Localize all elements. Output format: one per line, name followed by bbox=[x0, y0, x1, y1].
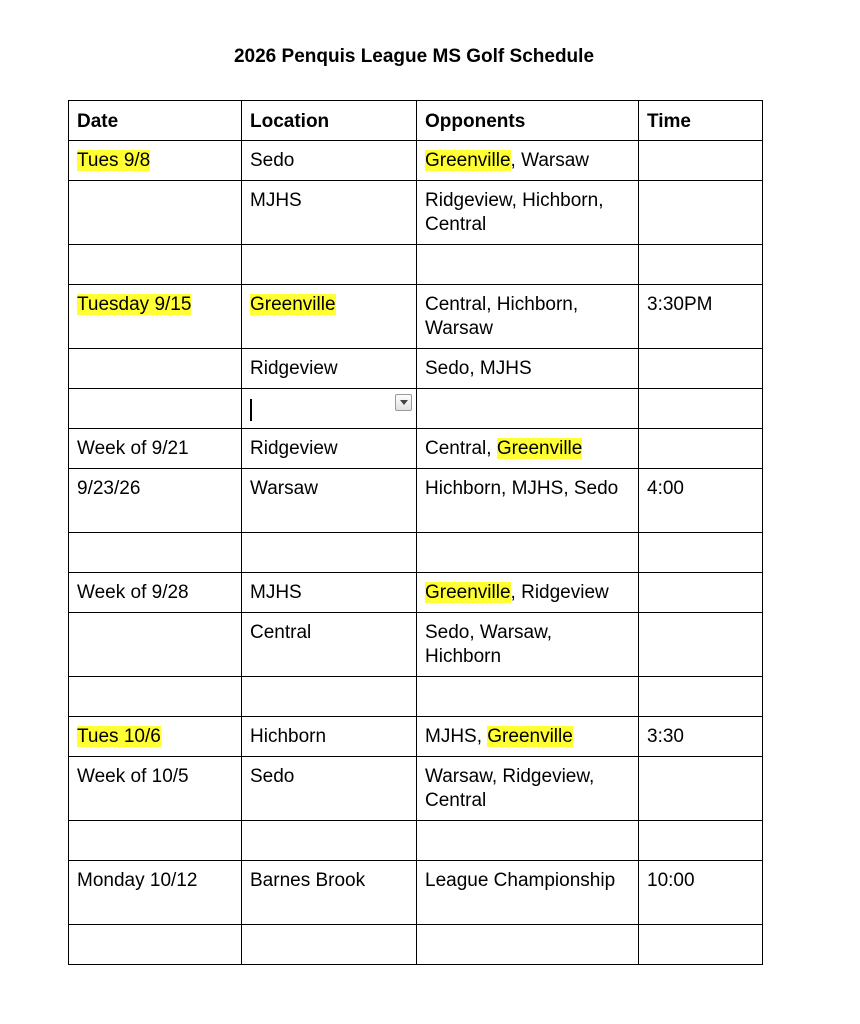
date-cell[interactable]: Monday 10/12 bbox=[69, 861, 242, 925]
table-row bbox=[69, 349, 763, 389]
location-cell[interactable] bbox=[242, 285, 417, 349]
date-cell[interactable] bbox=[69, 821, 242, 861]
time-cell[interactable] bbox=[639, 429, 763, 469]
location-cell[interactable]: Ridgeview bbox=[242, 429, 417, 469]
opponents-cell[interactable]: Central, Hichborn, Warsaw bbox=[417, 285, 639, 349]
text-cursor bbox=[250, 399, 252, 421]
header-time[interactable]: Time bbox=[639, 101, 763, 141]
opponents-cell[interactable] bbox=[417, 821, 639, 861]
opponents-cell[interactable] bbox=[417, 533, 639, 573]
table-row bbox=[69, 925, 763, 965]
time-cell[interactable]: 10:00 bbox=[639, 861, 763, 925]
date-cell[interactable] bbox=[69, 717, 242, 757]
time-cell[interactable] bbox=[639, 821, 763, 861]
date-cell[interactable]: Week of 9/21 bbox=[69, 429, 242, 469]
time-cell[interactable]: 4:00 bbox=[639, 469, 763, 533]
table-row bbox=[69, 757, 763, 821]
location-cell[interactable]: Central bbox=[242, 613, 417, 677]
opponent-highlight: Greenville bbox=[425, 582, 511, 603]
opponent-highlight: Greenville bbox=[487, 726, 573, 747]
opponent-text: Central, bbox=[425, 438, 497, 459]
opponent-text: , Ridgeview bbox=[510, 582, 609, 603]
opponents-cell[interactable] bbox=[417, 677, 639, 717]
opponent-highlight: Greenville bbox=[425, 150, 511, 171]
table-row bbox=[69, 533, 763, 573]
location-cell[interactable]: Hichborn bbox=[242, 717, 417, 757]
date-cell[interactable] bbox=[69, 181, 242, 245]
opponents-cell[interactable] bbox=[417, 141, 639, 181]
time-cell[interactable] bbox=[639, 245, 763, 285]
opponents-cell[interactable]: Sedo, MJHS bbox=[417, 349, 639, 389]
date-cell[interactable] bbox=[69, 389, 242, 429]
opponents-cell[interactable] bbox=[417, 717, 639, 757]
location-cell[interactable]: Barnes Brook bbox=[242, 861, 417, 925]
date-text: Tues 10/6 bbox=[77, 726, 161, 747]
time-cell[interactable] bbox=[639, 141, 763, 181]
location-cell[interactable]: Ridgeview bbox=[242, 349, 417, 389]
location-cell[interactable]: MJHS bbox=[242, 573, 417, 613]
location-cell[interactable]: Warsaw bbox=[242, 469, 417, 533]
table-row bbox=[69, 573, 763, 613]
document-title: 2026 Penquis League MS Golf Schedule bbox=[233, 46, 595, 67]
location-cell[interactable] bbox=[242, 533, 417, 573]
table-header-row bbox=[69, 101, 763, 141]
opponents-cell[interactable] bbox=[417, 925, 639, 965]
opponents-cell[interactable] bbox=[417, 573, 639, 613]
location-cell[interactable] bbox=[242, 245, 417, 285]
location-cell[interactable] bbox=[242, 925, 417, 965]
date-cell[interactable] bbox=[69, 677, 242, 717]
time-cell[interactable] bbox=[639, 757, 763, 821]
schedule-table bbox=[68, 100, 763, 965]
location-text: Greenville bbox=[250, 294, 336, 315]
date-cell[interactable] bbox=[69, 245, 242, 285]
table-row bbox=[69, 285, 763, 349]
date-cell[interactable] bbox=[69, 141, 242, 181]
date-cell[interactable] bbox=[69, 349, 242, 389]
chevron-down-icon[interactable] bbox=[395, 394, 412, 411]
date-cell[interactable] bbox=[69, 925, 242, 965]
opponents-cell[interactable] bbox=[417, 429, 639, 469]
date-cell[interactable] bbox=[69, 613, 242, 677]
table-row bbox=[69, 389, 763, 429]
opponents-cell[interactable]: Sedo, Warsaw, Hichborn bbox=[417, 613, 639, 677]
opponents-cell[interactable]: Ridgeview, Hichborn, Central bbox=[417, 181, 639, 245]
header-location[interactable]: Location bbox=[242, 101, 417, 141]
header-date[interactable]: Date bbox=[69, 101, 242, 141]
time-cell[interactable] bbox=[639, 573, 763, 613]
location-cell[interactable]: MJHS bbox=[242, 181, 417, 245]
table-row bbox=[69, 429, 763, 469]
table-row bbox=[69, 717, 763, 757]
table-row bbox=[69, 861, 763, 925]
date-text: Tues 9/8 bbox=[77, 150, 151, 171]
opponents-cell[interactable]: Warsaw, Ridgeview, Central bbox=[417, 757, 639, 821]
opponent-highlight: Greenville bbox=[496, 438, 583, 459]
opponent-text: MJHS, bbox=[425, 726, 488, 747]
location-cell[interactable] bbox=[242, 821, 417, 861]
date-cell[interactable]: Week of 10/5 bbox=[69, 757, 242, 821]
header-opponents[interactable]: Opponents bbox=[417, 101, 639, 141]
table-row bbox=[69, 613, 763, 677]
opponents-cell[interactable]: Hichborn, MJHS, Sedo bbox=[417, 469, 639, 533]
table-row bbox=[69, 469, 763, 533]
time-cell[interactable]: 3:30PM bbox=[639, 285, 763, 349]
time-cell[interactable] bbox=[639, 613, 763, 677]
opponents-cell[interactable] bbox=[417, 245, 639, 285]
table-row bbox=[69, 677, 763, 717]
date-cell[interactable]: Week of 9/28 bbox=[69, 573, 242, 613]
date-cell[interactable] bbox=[69, 533, 242, 573]
table-row bbox=[69, 821, 763, 861]
opponent-text: , Warsaw bbox=[510, 150, 590, 171]
time-cell[interactable] bbox=[639, 181, 763, 245]
time-cell[interactable] bbox=[639, 677, 763, 717]
location-cell[interactable]: Sedo bbox=[242, 141, 417, 181]
date-cell[interactable]: 9/23/26 bbox=[69, 469, 242, 533]
time-cell[interactable] bbox=[639, 349, 763, 389]
time-cell[interactable] bbox=[639, 389, 763, 429]
time-cell[interactable] bbox=[639, 533, 763, 573]
table-row bbox=[69, 181, 763, 245]
time-cell[interactable] bbox=[639, 925, 763, 965]
table-row bbox=[69, 141, 763, 181]
opponents-cell[interactable] bbox=[417, 389, 639, 429]
time-cell[interactable]: 3:30 bbox=[639, 717, 763, 757]
location-cell[interactable]: Sedo bbox=[242, 757, 417, 821]
location-cell-active[interactable] bbox=[242, 389, 417, 429]
table-row bbox=[69, 245, 763, 285]
date-text: Tuesday 9/15 bbox=[77, 294, 192, 315]
date-cell[interactable] bbox=[69, 285, 242, 349]
location-cell[interactable] bbox=[242, 677, 417, 717]
opponents-cell[interactable]: League Championship bbox=[417, 861, 639, 925]
